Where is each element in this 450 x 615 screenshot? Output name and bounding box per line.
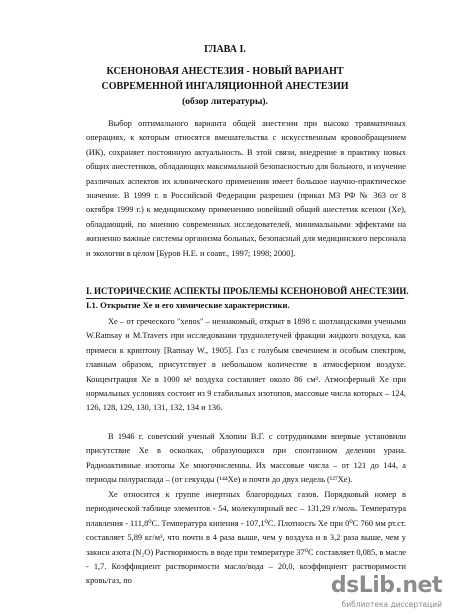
paragraph-properties: Хе относится к группе инертных благородных газов. Порядковый номер в периодической таблице элементов - 54, молекулярный вес – 131,29 г/моль. Температура плавления - 111,8⁰С. Температура кипения - 107,1⁰С. Плотность Хе при 0⁰С 760 мм рт.ст. составляет 5,89 кг/м³, что почти в 4 раза выше, чем у воздуха и в 3,2 раза выше, чем у закиси азота (N₂O) Растворимость в воде при температуре 37⁰С составляет 0,085, в масле - 1,7. Коэффициент растворимости масло/вода – 20,0, коэффициент растворимости кровь/газ, по [86, 490, 406, 586]
paragraph-discovery: Хе – от греческого "xenos" – незнакомый, открыт в 1898 г. шотландскими учеными W.Ramsay и M.Travers при исследовании труднолетучей фракции жидкого воздуха, как примеси к криптону [Ramsay W., 1905]. Газ с голубым свечением и особым спектром, главным образом, присутствует в небольшом количестве в атмосферном воздухе. Концентрация Хе в 1000 м³ воздуха составляет около 86 см³. Атмосферный Хе при нормальных условиях состоит из 9 стабильных изотопов, массовые числа которых – 124, 126, 128, 129, 130, 131, 132, 134 и 136. [86, 317, 406, 413]
chapter-number: ГЛАВА I. [204, 44, 246, 55]
paragraph-isotopes: В 1946 г. советский ученый Хлопин В.Г. с сотрудниками впервые установили присутствие Хе в осколках, образующихся при спонтанном делении урана. Радиоактивные изотопы Хе многочисленны. Их массовые числа – от 121 до 144, а периоды полураспада – (от секунды (¹⁴⁴Хе) и почти до двух недель (¹²⁷Хе). [86, 432, 406, 485]
section-heading: I. ИСТОРИЧЕСКИЕ АСПЕКТЫ ПРОБЛЕМЫ КСЕНОНОВОЙ АНЕСТЕЗИИ. [86, 286, 409, 296]
subsection-heading: I.1. Открытие Хе и его химические характеристики. [86, 300, 290, 310]
intro-paragraph: Выбор оптимального варианта общей анестезии при высоко травматичных операциях, к которым относятся вмешательства с искусственным кровообращением (ИК), сохраняет постоянную актуальность. В этой связи, внедрение в практику новых общих анестетиков, обладающих максимальной безопасностью для больного, и изучение различных аспектов их клинического применения имеет большое научно-практическое значение. В 1999 г. в Российской Федерации разрешен (приказ МЗ РФ № 363 от 8 октября 1999 г.) к медицинскому применению новейший общий анестетик ксенон (Хе), обладающий, по мнению современных исследователей, минимальными эффектами на жизненно важные системы организма больных, безопасный для медицинского персонала и экологии в целом [Буров Н.Е. и соавт., 1997; 1998; 2000]. [86, 119, 406, 258]
watermark-caption: библиотека диссертаций [341, 600, 442, 609]
watermark-logo: dsLib.net [330, 573, 442, 598]
chapter-title-line-2: СОВРЕМЕННОЙ ИНГАЛЯЦИОННОЙ АНЕСТЕЗИИ [101, 81, 349, 92]
chapter-title-line-1: КСЕНОНОВАЯ АНЕСТЕЗИЯ - НОВЫЙ ВАРИАНТ [106, 66, 344, 77]
dslib-watermark[interactable] [312, 573, 442, 609]
chapter-subtitle: (обзор литературы). [182, 97, 268, 107]
